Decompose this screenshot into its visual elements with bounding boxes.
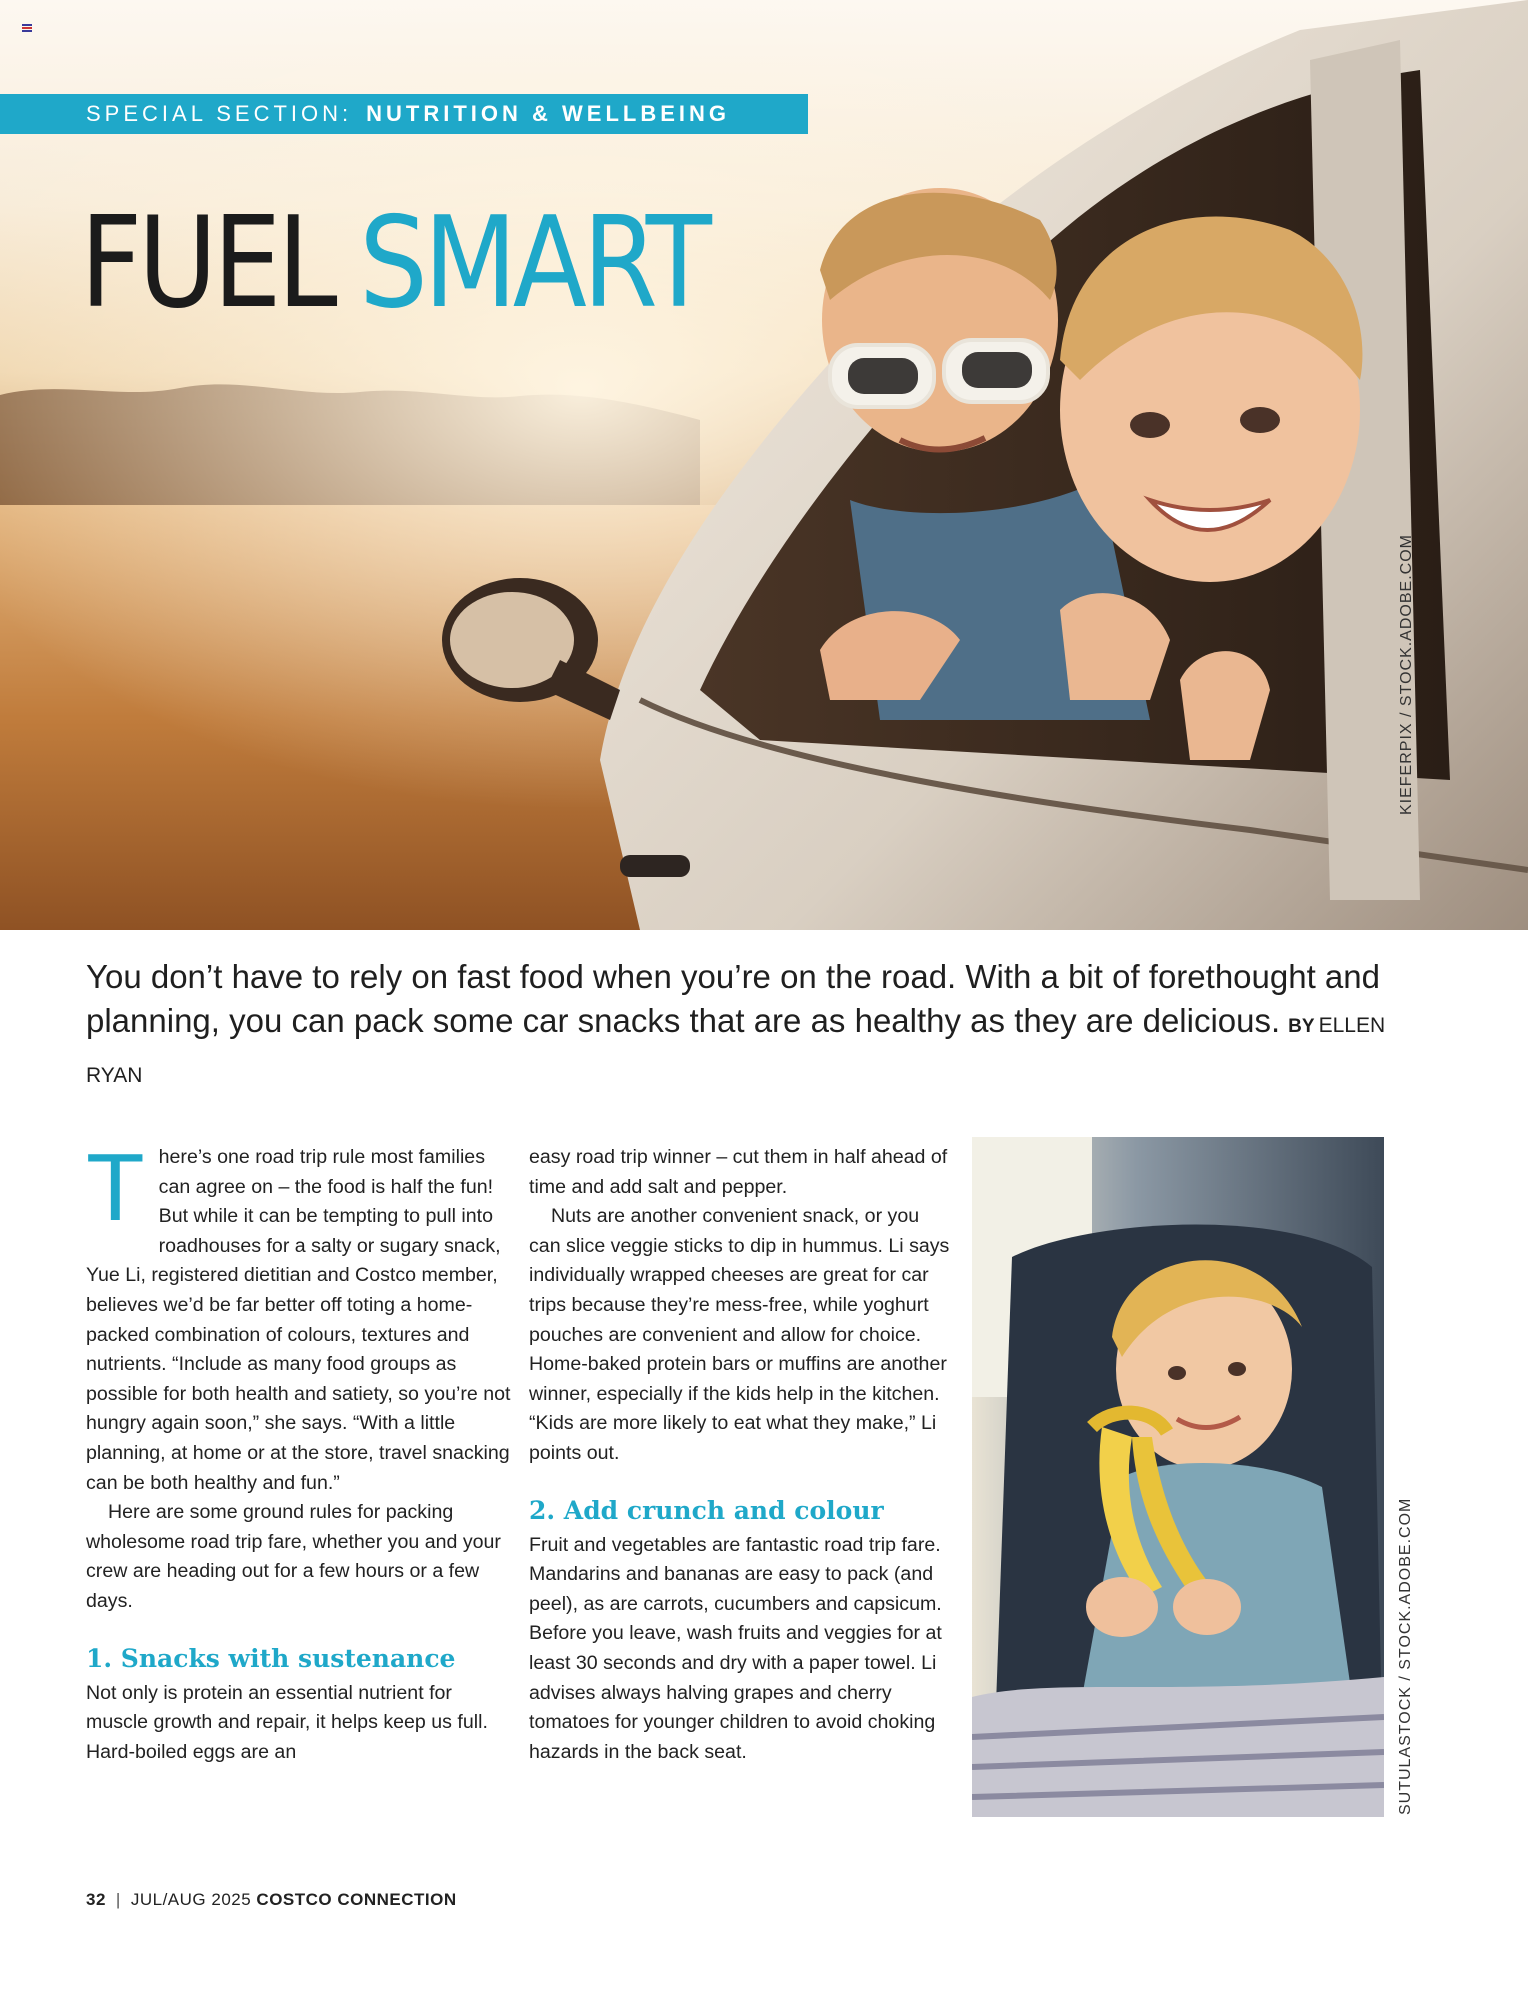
page-number: 32	[86, 1890, 106, 1909]
article-paragraph: Here are some ground rules for packing wholesome road trip fare, whether you and your crew are heading out for a few hours or a few days.	[86, 1501, 501, 1612]
byline-author: ELLEN RYAN	[86, 1014, 1386, 1087]
section-name: NUTRITION & WELLBEING	[366, 101, 730, 126]
side-photo-credit: SUTULASTOCK / STOCK.ADOBE.COM	[1397, 1497, 1414, 1815]
page-footer	[86, 1890, 457, 1910]
subhead: 1. Snacks with sustenance	[86, 1643, 456, 1673]
title-word-2: SMART	[359, 189, 708, 336]
title-word-1: FUEL	[80, 189, 334, 336]
paragraph-text: here’s one road trip rule most families can agree on – the food is half the fun! But while it can be tempting to pull into roadhouses for a salty or sugary snack, Yue Li, registered dietitian and Costco member, believes we’d be far better off toting a home-packed combination of colours, textures and nutrients. “Include as many food groups as possible for both health and satiety, so you’re not hungry again soon,” she says. “With a little planning, at home or at the store, travel snacking can be both healthy and fun.”	[86, 1146, 511, 1494]
article-paragraph: Nuts are another convenient snack, or you can slice veggie sticks to dip in hummus. Li says individually wrapped cheeses are great for car trips because they’re mess-free, while yoghurt pouches are convenient and allow for choice. Home-baked protein bars or muffins are another winner, especially if the kids help in the kitchen. “Kids are more likely to eat what they make,” Li points out.	[529, 1205, 950, 1464]
page-title	[80, 189, 708, 336]
section-banner	[0, 94, 808, 134]
article-paragraph: Not only is protein an essential nutrient for muscle growth and repair, it helps keep us full. Hard-boiled eggs are an	[86, 1681, 488, 1763]
article-paragraph	[86, 1134, 511, 1498]
article-column-1	[86, 1134, 511, 1767]
hamburger-icon[interactable]	[22, 24, 32, 32]
article-paragraph: easy road trip winner – cut them in half ahead of time and add salt and pepper.	[529, 1146, 948, 1198]
publication-name: COSTCO CONNECTION	[256, 1890, 457, 1909]
hero-photo-credit: KIEFERPIX / STOCK.ADOBE.COM	[1398, 534, 1415, 815]
drop-cap: T	[86, 1134, 145, 1241]
article-deck	[86, 955, 1406, 1098]
hero-illustration	[0, 0, 1528, 930]
deck-text: You don’t have to rely on fast food when you’re on the road. With a bit of forethought and planning, you can pack some car snacks that are as healthy as they are delicious.	[86, 958, 1380, 1039]
subhead: 2. Add crunch and colour	[529, 1495, 884, 1525]
hero-photo	[0, 0, 1528, 930]
byline-label: BY	[1288, 1016, 1315, 1037]
footer-separator: |	[115, 1890, 121, 1909]
article-paragraph: Fruit and vegetables are fantastic road trip fare. Mandarins and bananas are easy to pack (and peel), as are carrots, cucumbers and capsicum. Before you leave, wash fruits and veggies for at least 30 seconds and dry with a paper towel. Li advises always halving grapes and cherry tomatoes for younger children to avoid choking hazards in the back seat.	[529, 1533, 942, 1763]
side-photo	[972, 1137, 1384, 1817]
issue-date: JUL/AUG 2025	[130, 1890, 252, 1909]
section-label: SPECIAL SECTION:	[86, 101, 353, 126]
article-column-2	[529, 1143, 954, 1767]
side-photo-illustration	[972, 1137, 1384, 1817]
